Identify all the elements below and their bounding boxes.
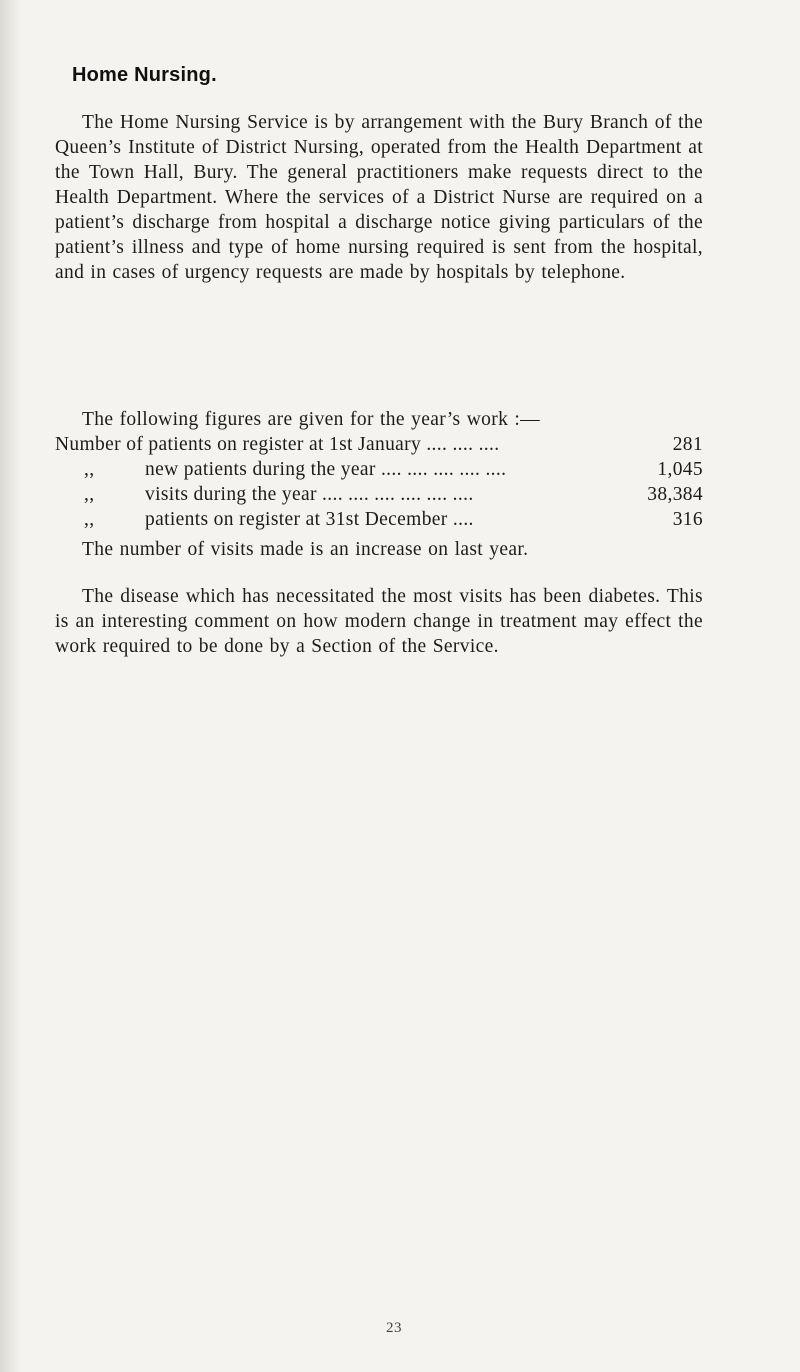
figures-intro-text: The following figures are given for the year’s work :— — [82, 409, 541, 430]
stat-value: 316 — [672, 509, 703, 530]
stat-value: 281 — [672, 434, 703, 455]
page-number: 23 — [386, 1320, 402, 1336]
stat-row — [55, 507, 705, 532]
diabetes-note-text: The disease which has necessitated the most visits has been diabetes. This is an interesting comment on how modern change in treatment may effect the work required to be done by a Section of the Service. — [55, 586, 703, 657]
intro-paragraph — [55, 110, 703, 285]
ditto-mark: ,, — [84, 484, 95, 505]
stat-label: visits during the year .... .... .... .... .... .... — [145, 484, 474, 505]
stat-value: 38,384 — [647, 484, 703, 505]
stat-label: patients on register at 31st December .... — [145, 509, 474, 530]
figures-intro-paragraph — [55, 407, 675, 432]
section-heading: Home Nursing. — [72, 64, 217, 86]
intro-text: The Home Nursing Service is by arrangement with the Bury Branch of the Queen’s Institute of District Nursing, operated from the Health Department at the Town Hall, Bury. The general practitioners make requests direct to the Health Department. Where the services of a District Nurse are required on a patient’s discharge from hospital a discharge notice giving particulars of the patient’s illness and type of home nursing required is sent from the hospital, and in cases of urgency requests are made by hospitals by telephone. — [55, 112, 703, 283]
ditto-mark: ,, — [84, 459, 95, 480]
page-edge-shadow — [0, 0, 22, 1372]
stat-row — [55, 432, 705, 457]
stat-row — [55, 457, 705, 482]
figures-list — [55, 432, 705, 532]
diabetes-note-paragraph — [55, 584, 703, 659]
stat-row — [55, 482, 705, 507]
ditto-mark: ,, — [84, 509, 95, 530]
stat-label: Number of patients on register at 1st January .... .... .... — [55, 434, 500, 455]
visits-note-paragraph — [55, 537, 703, 562]
visits-note-text: The number of visits made is an increase on last year. — [82, 539, 529, 560]
stat-value: 1,045 — [657, 459, 703, 480]
stat-label: new patients during the year .... .... .... .... .... — [145, 459, 507, 480]
